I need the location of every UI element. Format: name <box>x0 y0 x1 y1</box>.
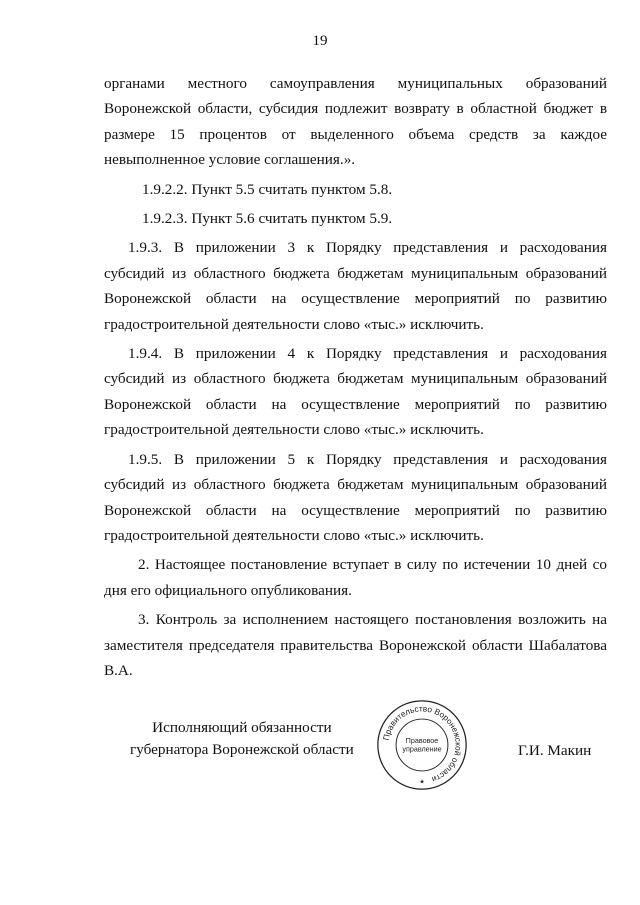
seal-star-icon: ★ <box>419 779 425 786</box>
paragraph-1-9-3: 1.9.3. В приложении 3 к Порядку представления и расходования субсидий из областного бюджета бюджетам муниципальным образований Воронежской области на осуществление мероприятий по развитию градостроительной деятельности слово «тыс.» исключить. <box>104 239 607 333</box>
paragraph-1-9-2-2: 1.9.2.2. Пункт 5.5 считать пунктом 5.8. <box>142 180 393 198</box>
document-body <box>104 71 607 683</box>
paragraph-3: 3. Контроль за исполнением настоящего постановления возложить на заместителя председателя правительства Воронежской области Шабалатова В.А. <box>104 611 607 679</box>
paragraph-2: 2. Настоящее постановление вступает в силу по истечении 10 дней со дня его официального опубликования. <box>104 556 607 599</box>
paragraph-1-9-5: 1.9.5. В приложении 5 к Порядку представления и расходования субсидий из областного бюджета бюджетам муниципальным образований Воронежской области на осуществление мероприятий по развитию градостроительной деятельности слово «тыс.» исключить. <box>104 450 607 544</box>
signatory-position-line2: губернатора Воронежской области <box>130 741 354 758</box>
page-number: 19 <box>312 33 328 49</box>
seal-center-line2: управление <box>402 744 442 754</box>
signatory-position-line1: Исполняющий обязанности <box>152 719 332 736</box>
paragraph-continuation: органами местного самоуправления муниципальных образований Воронежской области, субсидия подлежит возврату в областной бюджет в размере 15 процентов от выделенного объема средств за каждое невыполненное условие соглашения.». <box>104 75 607 169</box>
signatory-name: Г.И. Макин <box>518 742 592 759</box>
paragraph-1-9-2-3: 1.9.2.3. Пункт 5.6 считать пунктом 5.9. <box>142 210 393 228</box>
paragraph-1-9-4: 1.9.4. В приложении 4 к Порядку представления и расходования субсидий из областного бюджета бюджетам муниципальным образований Воронежской области на осуществление мероприятий по развитию градостроительной деятельности слово «тыс.» исключить. <box>104 345 607 439</box>
seal-ring-text: Правительство Воронежской области <box>381 704 463 784</box>
seal-center-line1: Правовое <box>405 736 439 746</box>
official-seal-stamp <box>374 697 470 793</box>
signatory-position <box>130 717 354 761</box>
